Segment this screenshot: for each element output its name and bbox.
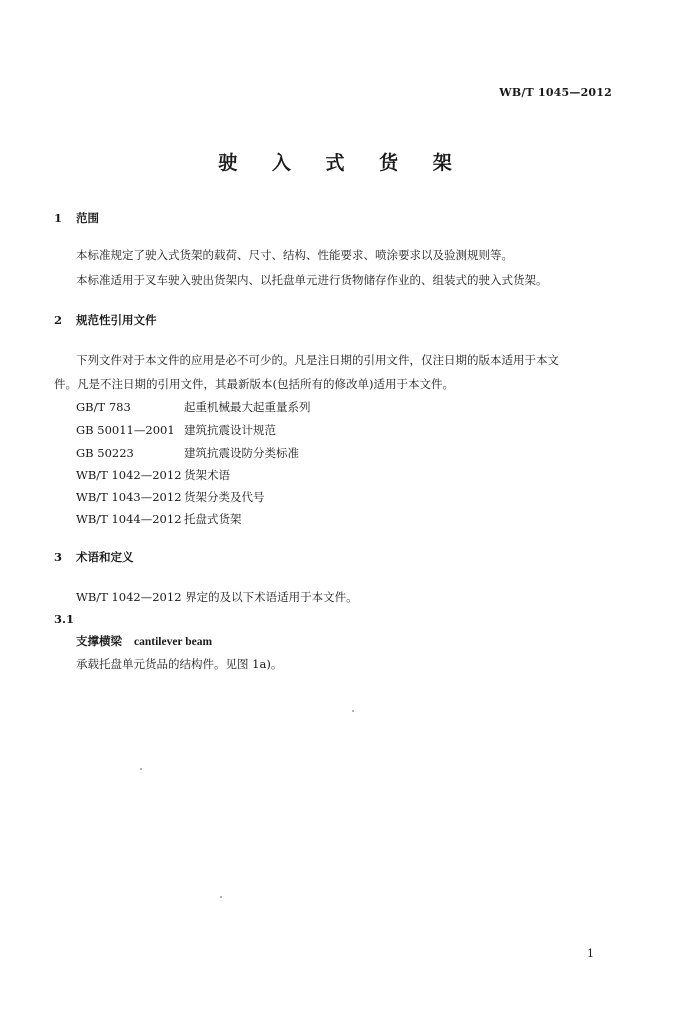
reference-code: WB/T 1042—2012 <box>76 468 182 482</box>
reference-name: 货架分类及代号 <box>184 490 265 504</box>
reference-name: 建筑抗震设计规范 <box>184 423 276 437</box>
reference-item <box>76 489 265 505</box>
section-2-heading <box>54 312 157 328</box>
reference-code: GB/T 783 <box>76 400 131 414</box>
term-definition: 承载托盘单元货品的结构件。见图 1a)。 <box>76 657 283 671</box>
reference-item <box>76 511 242 527</box>
reference-name: 托盘式货架 <box>184 512 242 526</box>
reference-name: 起重机械最大起重量系列 <box>184 400 311 414</box>
section-2-title: 规范性引用文件 <box>76 313 157 327</box>
term-english: cantilever beam <box>134 636 213 648</box>
page-number: 1 <box>587 947 594 960</box>
reference-code: GB 50223 <box>76 446 134 460</box>
reference-name: 建筑抗震设防分类标准 <box>184 446 299 460</box>
section-1-paragraph-1: 本标准规定了驶入式货架的载荷、尺寸、结构、性能要求、喷涂要求以及验测规则等。 <box>76 248 513 262</box>
section-1-heading <box>54 210 99 226</box>
reference-code: WB/T 1044—2012 <box>76 512 182 526</box>
section-2-paragraph-line-1: 下列文件对于本文件的应用是必不可少的。凡是注日期的引用文件，仅注日期的版本适用于本文 <box>76 353 559 367</box>
section-2-number: 2 <box>54 313 63 327</box>
reference-item <box>76 467 230 483</box>
section-3-heading <box>54 549 134 565</box>
reference-item <box>76 422 276 438</box>
document-number: WB/T 1045—2012 <box>499 86 612 99</box>
section-1-paragraph-2: 本标准适用于叉车驶入驶出货架内、以托盘单元进行货物储存作业的、组装式的驶入式货架。 <box>76 273 548 287</box>
section-1-number: 1 <box>54 211 63 225</box>
scan-speck <box>140 768 142 770</box>
reference-code: GB 50011—2001 <box>76 423 175 437</box>
section-3-number: 3 <box>54 550 63 564</box>
section-1-title: 范围 <box>76 211 99 225</box>
term-entry <box>76 633 212 649</box>
term-chinese: 支撑横梁 <box>76 634 122 648</box>
reference-name: 货架术语 <box>184 468 230 482</box>
scan-speck <box>220 896 222 898</box>
section-2-paragraph-line-2: 件。凡是不注日期的引用文件，其最新版本(包括所有的修改单)适用于本文件。 <box>54 377 454 391</box>
section-3-intro: WB/T 1042—2012 界定的及以下术语适用于本文件。 <box>76 590 358 604</box>
reference-item <box>76 399 311 415</box>
reference-code: WB/T 1043—2012 <box>76 490 182 504</box>
document-title: 驶 入 式 货 架 <box>218 152 466 174</box>
scan-speck <box>352 710 354 712</box>
reference-item <box>76 445 299 461</box>
clause-number: 3.1 <box>54 612 75 626</box>
section-3-title: 术语和定义 <box>76 550 134 564</box>
